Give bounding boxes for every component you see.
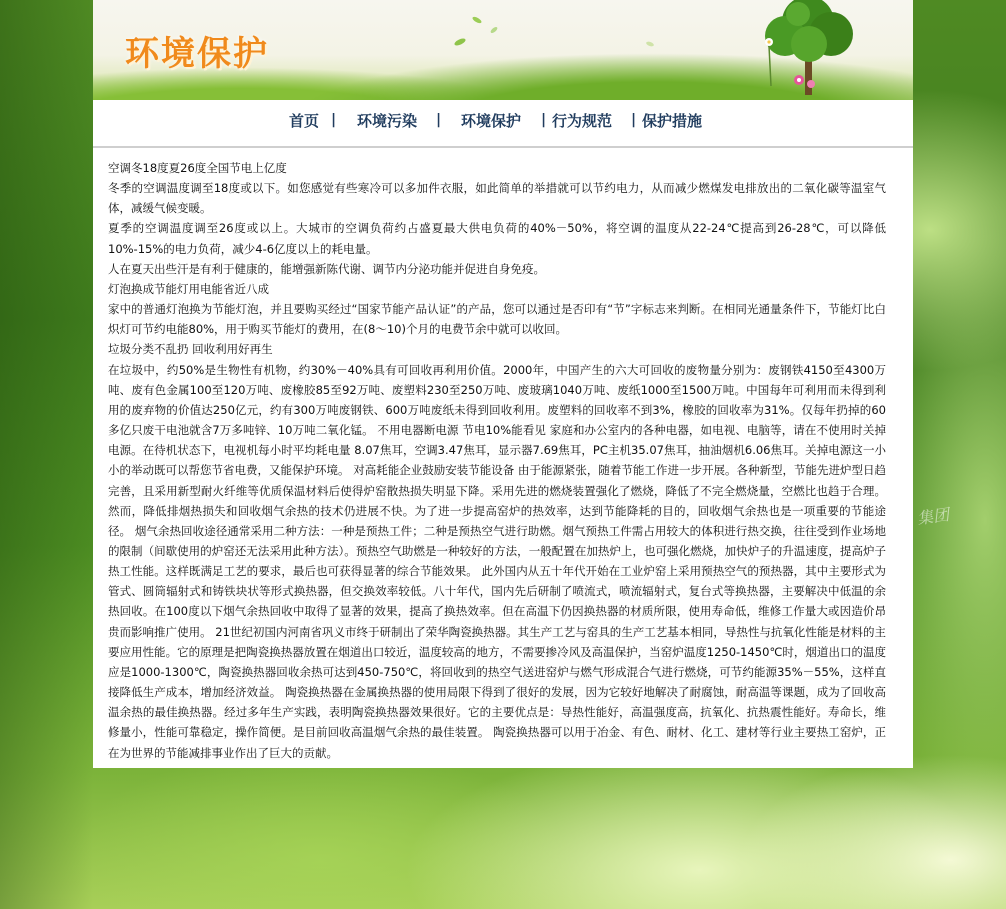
nav-item-protection[interactable]: 环境保护: [461, 112, 522, 130]
article-heading: 灯泡换成节能灯用电能省近八成: [108, 281, 269, 296]
leaf-icon: [471, 16, 483, 24]
leaf-icon: [489, 26, 499, 34]
background-shade: [0, 0, 93, 909]
page-container: [93, 0, 913, 768]
background-watermark: 集团: [915, 504, 951, 529]
article-paragraph: 家中的普通灯泡换为节能灯泡，并且要购买经过“国家节能产品认证”的产品，您可以通过是否印有“节”字标志来判断。在相同光通量条件下，节能灯比白炽灯可节约电能80%，用于购买节能灯的费用，在(8～10)个月的电费节余中就可以收回。: [108, 302, 886, 337]
leaf-icon: [453, 38, 467, 46]
nav-item-pollution[interactable]: 环境污染: [357, 112, 418, 130]
article-heading: 空调冬18度夏26度全国节电上亿度: [108, 161, 287, 175]
nav-item-home[interactable]: 首页: [289, 112, 320, 130]
article-paragraph: 夏季的空调温度调至26度或以上。大城市的空调负荷约占盛夏最大供电负荷的40%－50%，将空调的温度从22-24℃提高到26-28℃，可以降低10%-15%的电力负荷，减少4-6亿度以上的耗电量。: [108, 221, 886, 256]
article-paragraph: 人在夏天出些汗是有利于健康的，能增强新陈代谢、调节内分泌功能并促进自身免疫。: [108, 261, 545, 276]
article-paragraph: 冬季的空调温度调至18度或以下。如您感觉有些寒冷可以多加件衣服，如此简单的举措就可以节约电力，从而减少燃煤发电排放出的二氧化碳等温室气体，减缓气候变暖。: [108, 181, 886, 216]
article-body: [108, 158, 886, 763]
article-heading: 垃圾分类不乱扔 回收利用好再生: [108, 342, 273, 357]
header-banner: [93, 0, 913, 100]
leaf-icon: [645, 40, 655, 48]
main-navigation: [93, 100, 913, 148]
nav-item-conduct[interactable]: 行为规范: [552, 112, 613, 130]
nav-separator: |: [541, 112, 547, 128]
nav-item-measures[interactable]: 保护措施: [642, 112, 703, 130]
nav-separator: |: [331, 112, 337, 128]
flower-icon: [791, 70, 821, 94]
nav-separator: |: [631, 112, 637, 128]
site-title: 环境保护: [125, 34, 269, 74]
article-paragraph: 在垃圾中，约50%是生物性有机物，约30%－40%具有可回收再利用价值。2000年，中国产生的六大可回收的废物量分别为：废钢铁4150至4300万吨、废有色金属100至120万吨、废橡胶85至92万吨、废塑料230至250万吨、废玻璃1040万吨、废纸1000至1500万吨。中国每年可利用而未得到利用的废弃物的价值达250亿元，约有300万吨废钢铁、600万吨废纸未得到回收利用。废塑料的回收率不到3%，橡胶的回收率为31%。仅每年扔掉的60多亿只废干电池就含7万多吨锌、10万吨二氧化锰。 不用电器断电源 节电10%能看见 家庭和办公室内的各种电器，如电视、电脑等，请在不使用时关掉电源。在待机状态下，电视机每小时平均耗电量 8.07焦耳，空调3.47焦耳，显示器7.69焦耳，PC主机35.07焦耳，抽油烟机6.06焦耳。关掉电源这一小小的举动既可以帮您节省电费，又能保护环境。 对高耗能企业鼓励安装节能设备 由于能源紧张，随着节能工作进一步开展。各种新型，节能先进炉型日趋完善，且采用新型耐火纤维等优质保温材料后使得炉窑散热损失明显下降。采用先进的燃烧装置强化了燃烧，降低了不完全燃烧量，空燃比也趋于合理。然而，降低排烟热损失和回收烟气余热的技术仍进展不快。为了进一步提高窑炉的热效率，达到节能降耗的目的，回收烟气余热也是一项重要的节能途径。 烟气余热回收途径通常采用二种方法：一种是预热工件；二种是预热空气进行助燃。烟气预热工件需占用较大的体积进行热交换，往往受到作业场地的限制（间歇使用的炉窑还无法采用此种方法）。预热空气助燃是一种较好的方法，一般配置在加热炉上，也可强化燃烧，加快炉子的升温速度，提高炉子热工性能。这样既满足工艺的要求，最后也可获得显著的综合节能效果。 此外国内从五十年代开始在工业炉窑上采用预热空气的预热器，其中主要形式为管式、圆筒辐射式和铸铁块状等形式换热器，但交换效率较低。八十年代，国内先后研制了喷流式，喷流辐射式，复台式等换热器，主要解决中低温的余热回收。在100度以下烟气余热回收中取得了显著的效果，提高了换热效率。但在高温下仍因换热器的材质所限，使用寿命低，维修工作量大或因造价昂贵而影响推广使用。 21世纪初国内河南省巩义市终于研制出了荣华陶瓷换热器。其生产工艺与窑具的生产工艺基本相同，导热性与抗氧化性能是材料的主要应用性能。它的原理是把陶瓷换热器放置在烟道出口较近，温度较高的地方，不需要掺冷风及高温保护，当窑炉温度1250-1450℃时，烟道出口的温度应是1000-1300℃，陶瓷换热器回收余热可达到450-750℃，将回收到的热空气送进窑炉与燃气形成混合气进行燃烧，可节约能源35%－55%，这样直接降低生产成本，增加经济效益。 陶瓷换热器在金属换热器的使用局限下得到了很好的发展，因为它较好地解决了耐腐蚀，耐高温等课题，成为了回收高温余热的最佳换热器。经过多年生产实践，表明陶瓷换热器效果很好。它的主要优点是：导热性能好，高温强度高，抗氧化、抗热震性能好。寿命长，维修量小，性能可靠稳定，操作简便。是目前回收高温烟气余热的最佳装置。 陶瓷换热器可以用于冶金、有色、耐材、化工、建材等行业主要热工窑炉，正在为世界的节能减排事业作出了巨大的贡献。: [108, 362, 886, 760]
nav-separator: |: [436, 112, 442, 128]
